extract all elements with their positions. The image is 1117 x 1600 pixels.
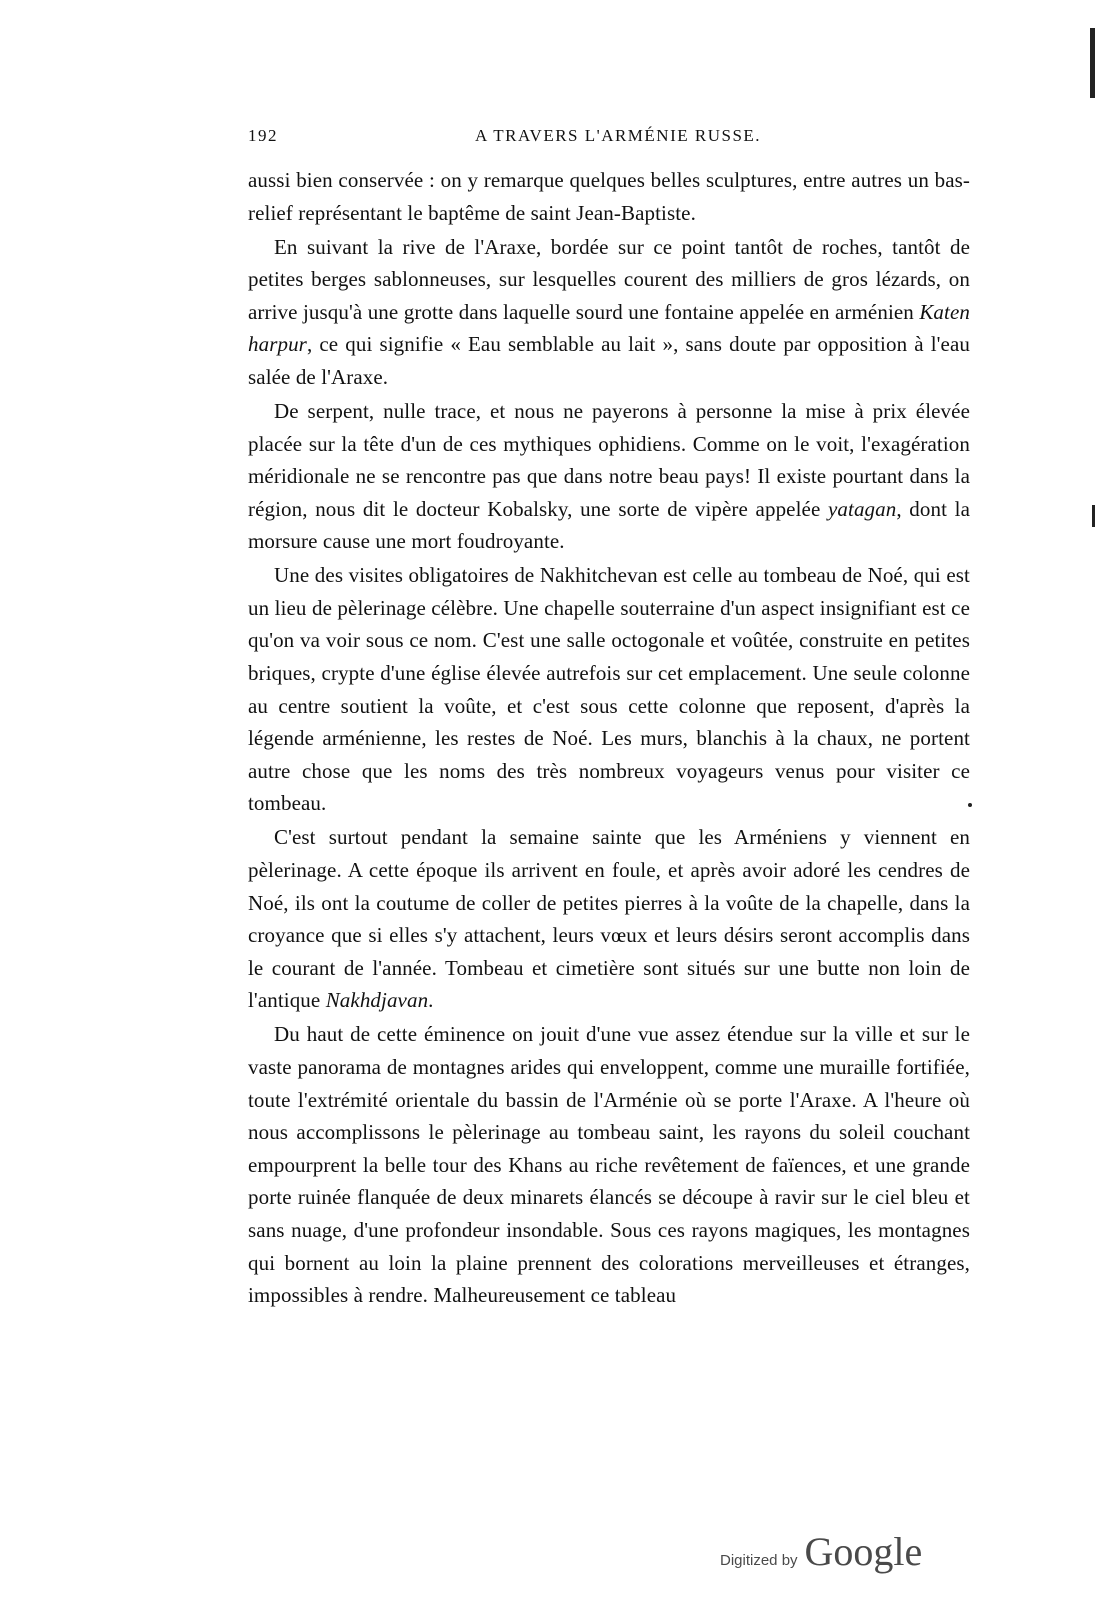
running-head bbox=[248, 126, 970, 152]
paragraph bbox=[248, 1018, 970, 1311]
google-logo: Google bbox=[804, 1529, 923, 1574]
paragraph bbox=[248, 559, 970, 820]
text-run: De serpent, nulle trace, et nous ne payerons à personne la mise à prix élevée placée sur la tête d'un de ces mythiques ophidiens. Comme on le voit, l'exagération méridionale ne se rencontre pas que dans notre beau pays! Il existe pourtant dans la région, nous dit le docteur Kobalsky, une sorte de vipère appelée bbox=[248, 398, 970, 521]
digitized-by-watermark bbox=[720, 1528, 922, 1578]
text-run: En suivant la rive de l'Araxe, bordée sur ce point tantôt de roches, tantôt de petites berges sablonneuses, sur lesquelles courent des milliers de gros lézards, on arrive jusqu'à une grotte dans laquelle sourd une fontaine appelée en arménien bbox=[248, 234, 970, 324]
page-number: 192 bbox=[248, 126, 278, 145]
text-run: aussi bien conservée : on y remarque quelques belles sculptures, entre autres un bas-relief représentant le baptême de saint Jean-Baptiste. bbox=[248, 168, 970, 225]
text-run: Une des visites obligatoires de Nakhitchevan est celle au tombeau de Noé, qui est un lieu de pèlerinage célèbre. Une chapelle souterraine d'un aspect insignifiant est ce qu'on va voir sous ce nom. C'est une salle octogonale et voûtée, construite en petites briques, crypte d'une église élevée autrefois sur cet emplacement. Une seule colonne au centre soutient la voûte, et c'est sous cette colonne que reposent, d'après la légende arménienne, les restes de Noé. Les murs, blanchis à la chaux, ne portent autre chose que les noms des très nombreux voyageurs venus pour visiter ce tombeau. bbox=[248, 563, 970, 816]
watermark-prefix: Digitized by bbox=[720, 1552, 798, 1569]
paragraph bbox=[248, 395, 970, 558]
italic-term: Nakhdjavan bbox=[325, 988, 429, 1013]
text-run: . bbox=[428, 988, 434, 1013]
scan-edge-mark bbox=[1090, 28, 1095, 98]
text-run: C'est surtout pendant la semaine sainte que les Arméniens y viennent en pèlerinage. A cette époque ils arrivent en foule, et après avoir adoré les cendres de Noé, ils ont la coutume de coller de petites pierres à la voûte de la chapelle, dans la croyance que si elles s'y attachent, leurs vœux et leurs désirs seront accomplis dans le courant de l'année. Tombeau et cimetière sont situés sur une butte non loin de l'antique bbox=[248, 825, 970, 1013]
scan-edge-mark bbox=[1092, 505, 1095, 527]
text-run: , dont la morsure cause une mort foudroyante. bbox=[248, 496, 970, 554]
body-text bbox=[248, 164, 970, 1313]
paragraph bbox=[248, 231, 970, 394]
scan-edge-mark bbox=[968, 803, 972, 807]
italic-term: yatagan bbox=[827, 496, 897, 521]
paragraph bbox=[248, 821, 970, 1017]
italic-term: Katen harpur bbox=[248, 299, 970, 357]
paragraph bbox=[248, 164, 970, 229]
text-run: Du haut de cette éminence on jouit d'une vue assez étendue sur la ville et sur le vaste panorama de montagnes arides qui enveloppent, comme une muraille fortifiée, toute l'extrémité orientale du bassin de l'Arménie où se porte l'Araxe. A l'heure où nous accomplissons le pèlerinage au tombeau saint, les rayons du soleil couchant empourprent la belle tour des Khans au riche revêtement de faïences, et une grande porte ruinée flanquée de deux minarets élancés se découpe à ravir sur le ciel bleu et sans nuage, d'une profondeur insondable. Sous ces rayons magiques, les montagnes qui bornent au loin la plaine prennent des colorations merveilleuses et étranges, impossibles à rendre. Malheureusement ce tableau bbox=[248, 1022, 970, 1308]
text-run: , ce qui signifie « Eau semblable au lait », sans doute par opposition à l'eau salée de l'Araxe. bbox=[248, 332, 970, 389]
running-title: A TRAVERS L'ARMÉNIE RUSSE. bbox=[474, 126, 762, 145]
